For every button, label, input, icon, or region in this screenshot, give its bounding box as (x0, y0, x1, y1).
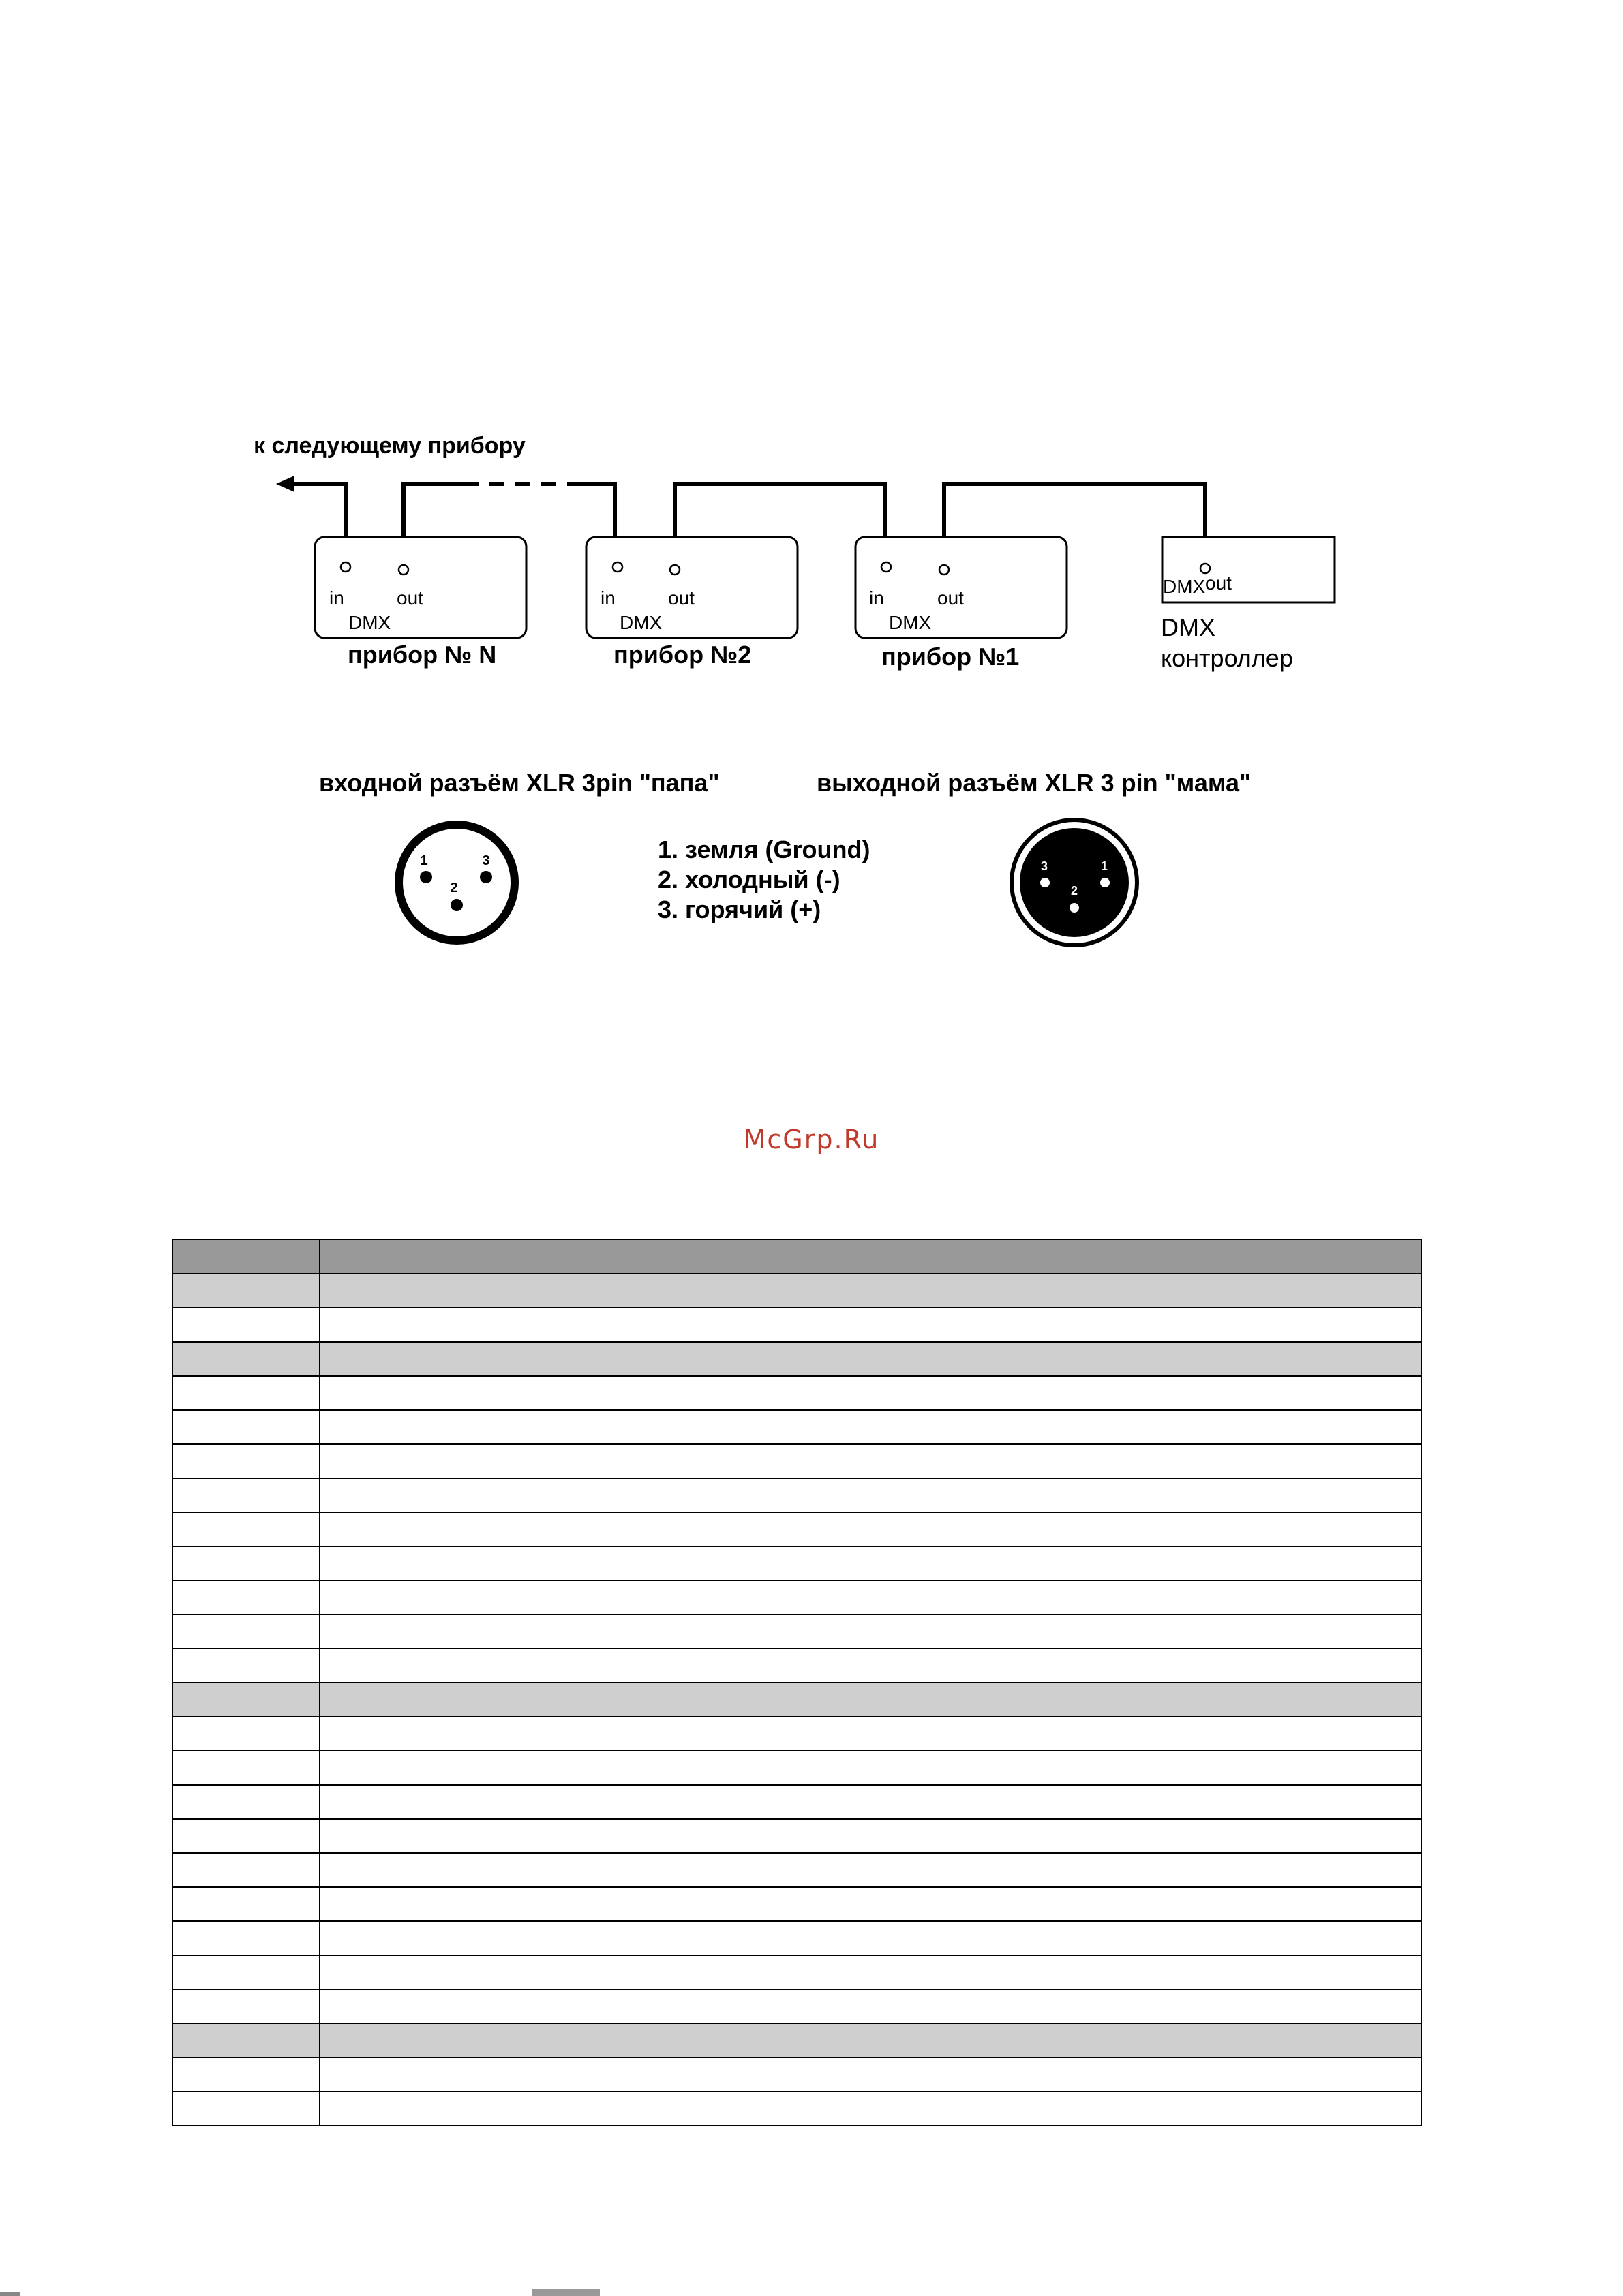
table-row (172, 2092, 1421, 2126)
table-row (172, 1751, 1421, 1785)
dmx-label: DMX (889, 612, 932, 633)
controller-dmx-label: DMX (1163, 576, 1206, 597)
table-cell (172, 1751, 320, 1785)
pin-label: 2 (450, 881, 458, 896)
device-name: прибор №2 (613, 641, 752, 669)
dmx-chain-diagram (0, 0, 1623, 716)
table-cell (320, 1580, 1421, 1614)
table-row (172, 1989, 1421, 2023)
table-cell (320, 1683, 1421, 1717)
pinout-item: 2. холодный (-) (658, 866, 840, 893)
watermark: McGrp.Ru (743, 1124, 880, 1154)
table-cell (172, 1819, 320, 1853)
table-row (172, 1785, 1421, 1819)
table-cell (320, 1376, 1421, 1410)
device-name: прибор №1 (881, 643, 1020, 671)
table-cell (172, 1785, 320, 1819)
spec-table-body (172, 1240, 1421, 2126)
table-row (172, 1376, 1421, 1410)
table-cell (172, 1546, 320, 1580)
table-cell (320, 2092, 1421, 2126)
table-cell (172, 1921, 320, 1955)
table-cell (172, 1478, 320, 1512)
table-cell (172, 1887, 320, 1921)
port-out-label: out (668, 587, 695, 609)
table-cell (320, 1512, 1421, 1546)
table-cell (172, 1376, 320, 1410)
xlr-female-connector (1006, 814, 1142, 951)
table-cell (320, 1342, 1421, 1376)
table-row (172, 1887, 1421, 1921)
table-cell (320, 1819, 1421, 1853)
table-cell (320, 1410, 1421, 1444)
table-cell (172, 1410, 320, 1444)
table-cell (172, 1240, 320, 1274)
table-cell (320, 1751, 1421, 1785)
table-cell (172, 1955, 320, 1989)
table-row (172, 1410, 1421, 1444)
port-out-label: out (937, 587, 964, 609)
dmx-label: DMX (348, 612, 391, 633)
table-cell (320, 1546, 1421, 1580)
table-cell (320, 2057, 1421, 2092)
port-in-label: in (601, 587, 616, 609)
port-in-label: in (869, 587, 884, 609)
table-group-row (172, 1683, 1421, 1717)
pin-label: 1 (1100, 859, 1108, 873)
table-cell (320, 1649, 1421, 1683)
table-row (172, 1819, 1421, 1853)
table-cell (320, 1478, 1421, 1512)
table-cell (172, 1649, 320, 1683)
table-row (172, 1955, 1421, 1989)
port-in-label: in (329, 587, 344, 609)
controller-title-line1: DMX (1161, 613, 1215, 641)
controller-title-line2: контроллер (1161, 644, 1293, 672)
pinout-item: 1. земля (Ground) (658, 836, 870, 863)
table-cell (172, 2057, 320, 2092)
table-cell (172, 1683, 320, 1717)
table-group-row (172, 1274, 1421, 1308)
pin-label: 1 (420, 853, 428, 868)
table-cell (172, 1512, 320, 1546)
table-cell (172, 1308, 320, 1342)
port-out-label: out (397, 587, 423, 609)
table-cell (172, 1989, 320, 2023)
male-connector-title: входной разъём XLR 3pin "папа" (319, 769, 720, 797)
arrow-head (276, 476, 294, 492)
table-row (172, 1614, 1421, 1649)
female-connector-title: выходной разъём XLR 3 pin "мама" (817, 769, 1252, 797)
table-cell (320, 1921, 1421, 1955)
table-cell (320, 1717, 1421, 1751)
table-header-row (172, 1240, 1421, 1274)
table-row (172, 1444, 1421, 1478)
xlr-male-connector (389, 814, 525, 951)
table-cell (172, 1274, 320, 1308)
table-row (172, 1717, 1421, 1751)
pinout-list (658, 835, 870, 925)
table-cell (320, 1444, 1421, 1478)
controller-out-label: out (1205, 572, 1232, 594)
table-row (172, 1478, 1421, 1512)
table-cell (172, 2023, 320, 2057)
dmx-label: DMX (620, 612, 663, 633)
next-device-label: к следующему прибору (254, 433, 526, 459)
table-cell (172, 1614, 320, 1649)
page-bottom-edge (0, 2286, 1623, 2296)
table-row (172, 1308, 1421, 1342)
pin-label: 2 (1070, 884, 1078, 898)
table-row (172, 2057, 1421, 2092)
table-cell (320, 1785, 1421, 1819)
table-cell (172, 1853, 320, 1887)
table-row (172, 1546, 1421, 1580)
table-cell (320, 1955, 1421, 1989)
device-name: прибор № N (348, 641, 497, 669)
table-cell (172, 1717, 320, 1751)
table-row (172, 1853, 1421, 1887)
table-group-row (172, 2023, 1421, 2057)
table-cell (320, 1853, 1421, 1887)
table-cell (172, 1342, 320, 1376)
table-cell (320, 1887, 1421, 1921)
table-row (172, 1649, 1421, 1683)
pin-label: 3 (482, 853, 490, 868)
table-cell (320, 1614, 1421, 1649)
table-cell (320, 1989, 1421, 2023)
table-group-row (172, 1342, 1421, 1376)
spec-table (172, 1239, 1422, 2126)
table-cell (172, 2092, 320, 2126)
pin-label: 3 (1040, 859, 1048, 873)
table-cell (320, 2023, 1421, 2057)
table-cell (320, 1274, 1421, 1308)
table-row (172, 1580, 1421, 1614)
table-row (172, 1921, 1421, 1955)
table-cell (320, 1240, 1421, 1274)
table-cell (320, 1308, 1421, 1342)
table-row (172, 1512, 1421, 1546)
table-cell (172, 1580, 320, 1614)
table-cell (172, 1444, 320, 1478)
pinout-item: 3. горячий (+) (658, 896, 821, 923)
